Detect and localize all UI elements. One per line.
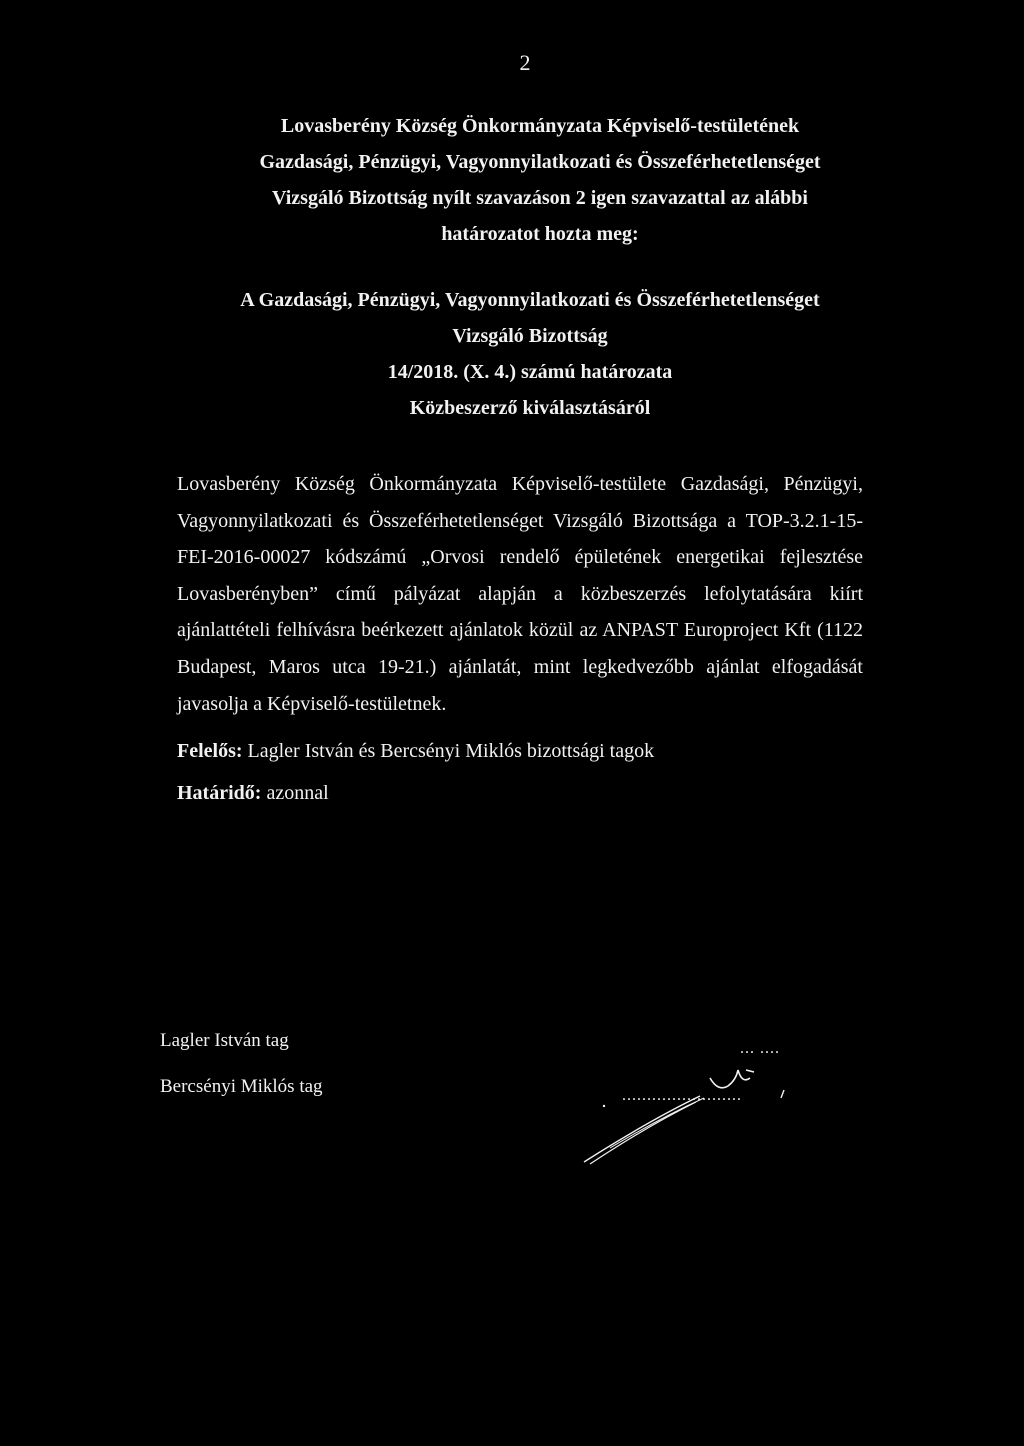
handwritten-signature [570,1058,800,1168]
intro-line: Lovasberény Község Önkormányzata Képviselő-testületének [280,115,800,137]
resolution-header [180,282,880,426]
intro-block [180,108,900,252]
intro-line: Vizsgáló Bizottság nyílt szavazáson 2 igen szavazattal az alábbi [272,187,808,209]
signature-name-bercsenyi: Bercsényi Miklós tag [160,1076,323,1097]
committee-line: Vizsgáló Bizottság [452,325,608,347]
signature-name-lagler: Lagler István tag [160,1030,289,1051]
signature-dots-bercsenyi: ........................ [622,1087,742,1104]
signature-dots-lagler: ... .... [740,1040,780,1057]
deadline-label: Határidő: [177,782,262,804]
page-number: 2 [519,50,531,75]
responsible-line [177,740,654,763]
resolution-number: 14/2018. (X. 4.) számú határozata [387,361,673,383]
deadline-line [177,782,329,805]
body-paragraph: Lovasberény Község Önkormányzata Képviselő-testülete Gazdasági, Pénzügyi, Vagyonnyilatkozati és Összeférhetetlenséget Vizsgáló Bizottsága a TOP-3.2.1-15-FEI-2016-00027 kódszámú „Orvosi rendelő épületének energetikai fejlesztése Lovasberényben” című pályázat alapján a közbeszerzés lefolytatására kiírt ajánlattételi felhívásra beérkezett ajánlatok közül az ANPAST Europroject Kft (1122 Budapest, Maros utca 19-21.) ajánlatát, mint legkedvezőbb ajánlat elfogadását javasolja a Képviselő-testületnek. [177,473,863,715]
deadline-value: azonnal [266,782,329,804]
resolution-subject: Közbeszerző kiválasztásáról [409,397,651,419]
intro-line: Gazdasági, Pénzügyi, Vagyonnyilatkozati és Összeférhetetlenséget [259,151,821,173]
intro-line: határozatot hozta meg: [441,223,639,245]
responsible-label: Felelős: [177,740,243,762]
responsible-value: Lagler István és Bercsényi Miklós bizottsági tagok [247,740,655,762]
committee-line: A Gazdasági, Pénzügyi, Vagyonnyilatkozati és Összeférhetetlenséget [240,289,820,311]
